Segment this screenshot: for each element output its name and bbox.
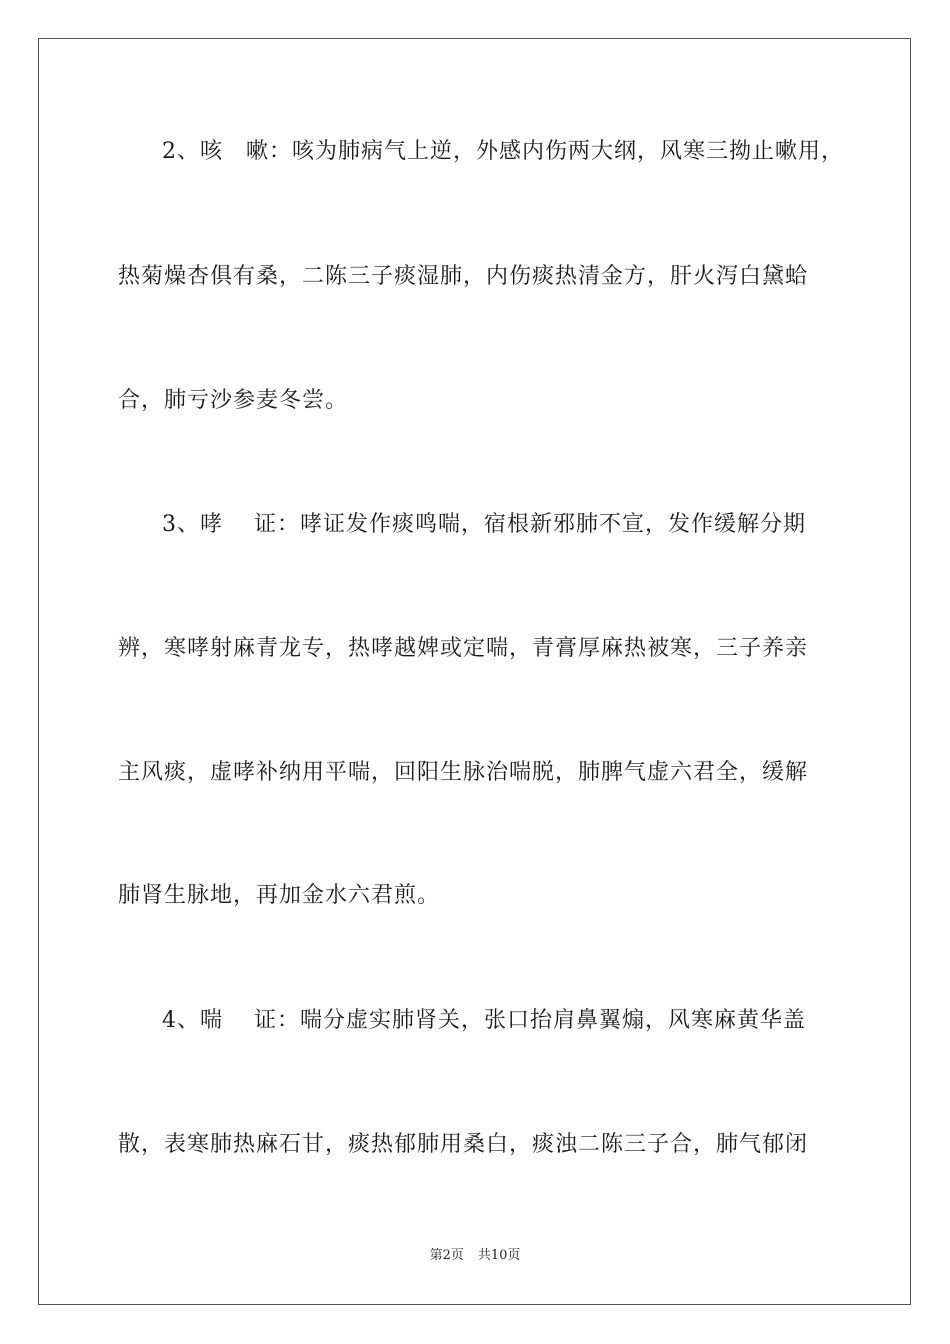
paragraph-4-line-1: 4、喘 证：喘分虚实肺肾关，张口抬肩鼻翼煽，风寒麻黄华盖 bbox=[162, 1008, 806, 1033]
page-border bbox=[38, 38, 911, 1305]
page-total: 共10页 bbox=[477, 1248, 521, 1263]
paragraph-4-line-2: 散，表寒肺热麻石甘，痰热郁肺用桑白，痰浊二陈三子合，肺气郁闭 bbox=[118, 1132, 809, 1157]
paragraph-2-line-3: 合，肺亏沙参麦冬尝。 bbox=[118, 388, 349, 413]
paragraph-3-line-4: 肺肾生脉地，再加金水六君煎。 bbox=[118, 883, 441, 908]
paragraph-3-line-1: 3、哮 证：哮证发作痰鸣喘，宿根新邪肺不宣，发作缓解分期 bbox=[162, 512, 806, 537]
paragraph-3-line-2: 辨，寒哮射麻青龙专，热哮越婢或定喘，青膏厚麻热被寒，三子养亲 bbox=[118, 636, 809, 661]
paragraph-3-line-3: 主风痰，虚哮补纳用平喘，回阳生脉治喘脱，肺脾气虚六君全，缓解 bbox=[118, 760, 809, 785]
paragraph-2-line-1: 2、咳 嗽：咳为肺病气上逆，外感内伤两大纲，风寒三拗止嗽用， bbox=[162, 139, 844, 164]
paragraph-2-line-2: 热菊燥杏俱有桑，二陈三子痰湿肺，内伤痰热清金方，肝火泻白黛蛤 bbox=[118, 264, 809, 289]
page-footer bbox=[0, 1247, 950, 1265]
page-number: 第2页 bbox=[429, 1248, 464, 1263]
